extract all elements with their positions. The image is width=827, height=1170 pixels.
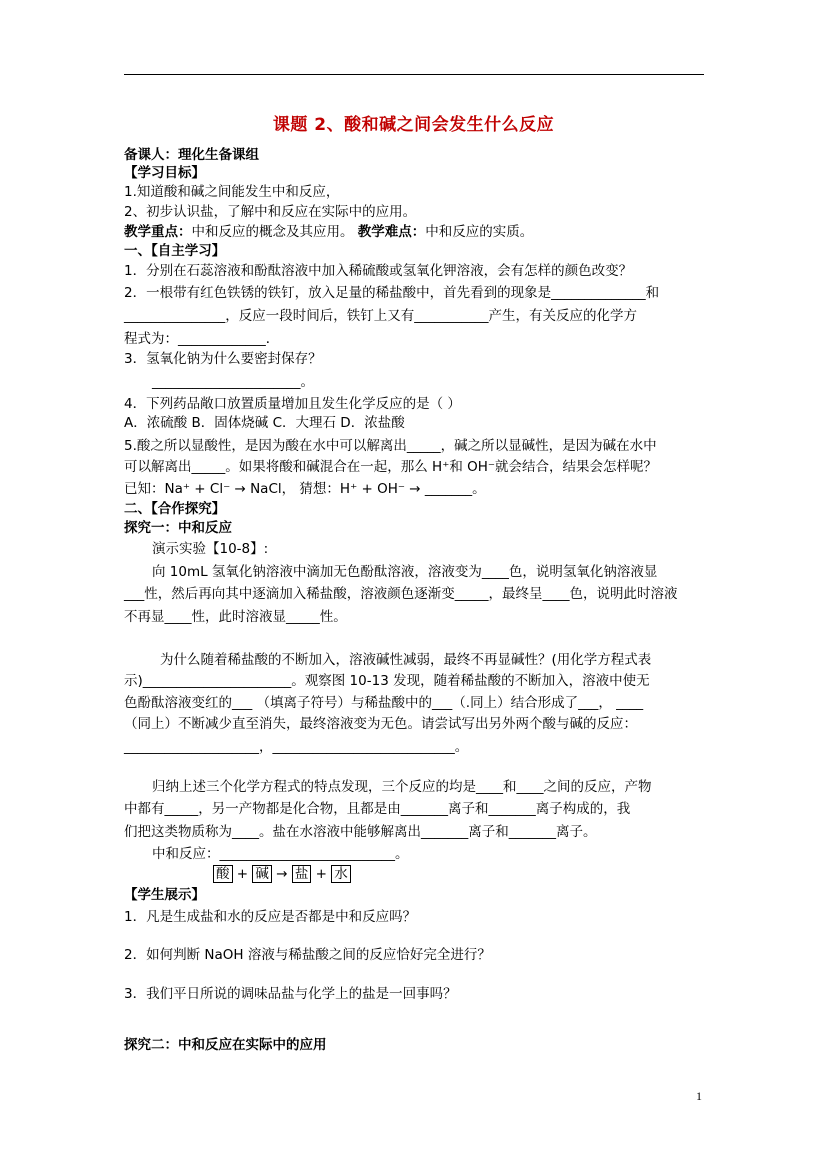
student-show-heading: 【学生展示】 [124, 887, 205, 903]
equation-base: 碱 [252, 865, 272, 883]
show-question-3: 3．我们平日所说的调味品盐与化学上的盐是一回事吗？ [124, 986, 457, 1002]
question-5a: 5.酸之所以显酸性，是因为酸在水中可以解离出_____，碱之所以显碱性，是因为碱在水中 [124, 438, 657, 454]
equation-water: 水 [331, 865, 351, 883]
header-rule [124, 74, 704, 75]
paragraph-1a: 向 10mL 氢氧化钠溶液中滴加无色酚酞溶液，溶液变为____色，说明氢氧化钠溶液显 [152, 564, 658, 580]
question-1: 1．分别在石蕊溶液和酚酞溶液中加入稀硫酸或氢氧化钾溶液，会有怎样的颜色改变？ [124, 263, 633, 279]
explore-1-heading: 探究一：中和反应 [124, 520, 232, 536]
paragraph-2a: 为什么随着稀盐酸的不断加入，溶液碱性减弱，最终不再显碱性？(用化学方程式表 [160, 652, 652, 668]
goals-heading: 【学习目标】 [124, 165, 205, 181]
page-number: 1 [696, 1089, 702, 1103]
preparer: 备课人：理化生备课组 [124, 147, 259, 163]
goal-2: 2、初步认识盐，了解中和反应在实际中的应用。 [124, 204, 417, 220]
difficult-text: 中和反应的实质。 [425, 224, 534, 240]
equation-salt: 盐 [292, 865, 312, 883]
difficult-label: 教学难点： [357, 224, 426, 240]
page-title: 课题 2、酸和碱之间会发生什么反应 [272, 115, 555, 135]
paragraph-3b: 中都有_____，另一产物都是化合物，且都是由_______离子和_______离子构成的，我 [124, 801, 631, 817]
section-2-heading: 二、【合作探究】 [124, 501, 226, 517]
goal-1: 1.知道酸和碱之间能发生中和反应， [124, 184, 340, 200]
paragraph-2c: 色酚酞溶液变红的___ （填离子符号）与稀盐酸中的___（.同上）结合形成了___， ____ [124, 695, 644, 711]
show-question-2: 2．如何判断 NaOH 溶液与稀盐酸之间的反应恰好完全进行？ [124, 947, 491, 963]
focus-text: 中和反应的概念及其应用。 [191, 224, 358, 240]
question-5b: 可以解离出_____。如果将酸和碱混合在一起，那么 H⁺和 OH⁻就会结合，结果会怎样呢？ [124, 459, 658, 475]
question-3: 3．氢氧化钠为什么要密封保存？ [124, 351, 322, 367]
show-question-1: 1．凡是生成盐和水的反应是否都是中和反应吗？ [124, 909, 417, 925]
focus-label: 教学重点： [124, 224, 192, 240]
equation-plus-2: + [315, 866, 327, 882]
demo-experiment: 演示实验【10-8】: [152, 541, 269, 557]
paragraph-2e: ____________________，___________________________。 [124, 739, 469, 755]
neutralization-definition: 中和反应：__________________________。 [152, 846, 409, 862]
question-3-blank: ______________________。 [152, 374, 314, 390]
paragraph-2b: 示)______________________。观察图 10-13 发现，随着稀盐酸的不断加入，溶液中使无 [124, 673, 650, 689]
question-4-options: A．浓硫酸 B．固体烧碱 C．大理石 D．浓盐酸 [124, 415, 405, 431]
section-1-heading: 一、【自主学习】 [124, 243, 226, 259]
question-4: 4．下列药品敞口放置质量增加且发生化学反应的是（ ） [124, 396, 461, 412]
explore-2-heading: 探究二：中和反应在实际中的应用 [124, 1037, 327, 1053]
paragraph-2d: （同上）不断减少直至消失，最终溶液变为无色。请尝试写出另外两个酸与碱的反应： [124, 716, 637, 732]
question-5c: 已知：Na⁺ + Cl⁻ → NaCl， 猜想：H⁺ + OH⁻ → _______。 [124, 481, 486, 497]
equation-plus-1: + [236, 866, 249, 882]
paragraph-1c: 不再显____性，此时溶液显_____性。 [124, 609, 347, 625]
paragraph-3a: 归纳上述三个化学方程式的特点发现，三个反应的均是____和____之间的反应，产物 [152, 779, 652, 795]
equation-acid: 酸 [213, 865, 233, 883]
question-2b: _______________，反应一段时间后，铁钉上又有___________产生，有关反应的化学方 [124, 308, 637, 324]
word-equation [213, 865, 351, 883]
focus-line [124, 223, 533, 241]
equation-arrow: → [276, 866, 288, 882]
paragraph-3c: 们把这类物质称为____。盐在水溶液中能够解离出_______离子和_______离子。 [124, 824, 597, 840]
paragraph-1b: ___性，然后再向其中逐滴加入稀盐酸，溶液颜色逐渐变_____，最终呈____色，说明此时溶液 [124, 586, 678, 602]
question-2a: 2．一根带有红色铁锈的铁钉，放入足量的稀盐酸中，首先看到的现象是______________和 [124, 285, 660, 301]
question-2c: 程式为：_____________． [124, 331, 280, 347]
